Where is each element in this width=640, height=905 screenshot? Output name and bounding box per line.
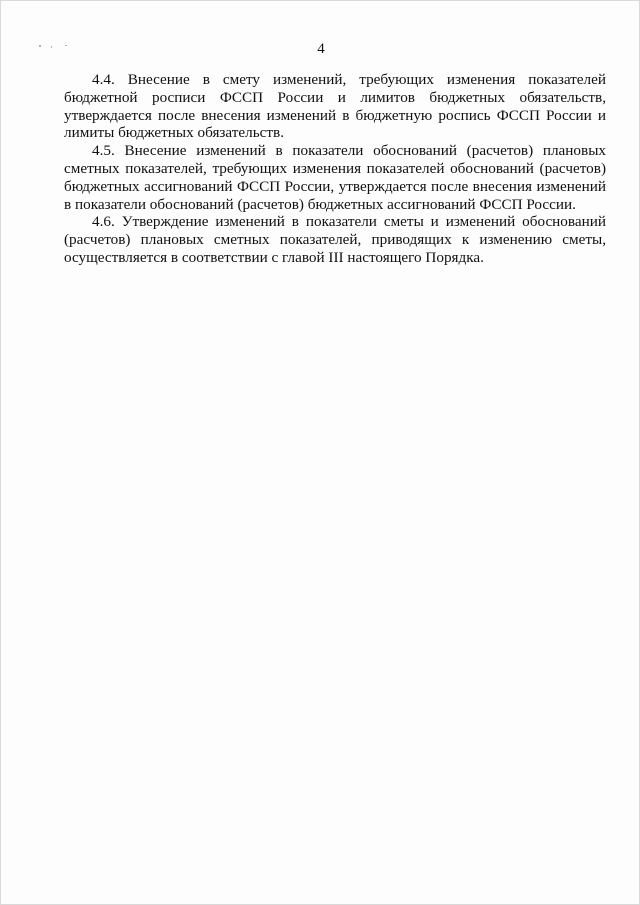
page-number: 4 <box>317 41 325 57</box>
document-body <box>64 71 606 267</box>
paragraph-4-4: 4.4. Внесение в смету изменений, требующих изменения показателей бюджетной росписи ФССП России и лимитов бюджетных обязательств, утверждается после внесения изменений в бюджетную роспись ФССП России и лимиты бюджетных обязательств. <box>64 71 606 142</box>
paragraph-4-6: 4.6. Утверждение изменений в показатели сметы и изменений обоснований (расчетов) плановых сметных показателей, приводящих к изменению сметы, осуществляется в соответствии с главой III настоящего Порядка. <box>64 213 606 266</box>
paragraph-4-5: 4.5. Внесение изменений в показатели обоснований (расчетов) плановых сметных показателей, требующих изменения показателей обоснований (расчетов) бюджетных ассигнований ФССП России, утверждается после внесения изменений в показатели обоснований (расчетов) бюджетных ассигнований ФССП России. <box>64 142 606 213</box>
